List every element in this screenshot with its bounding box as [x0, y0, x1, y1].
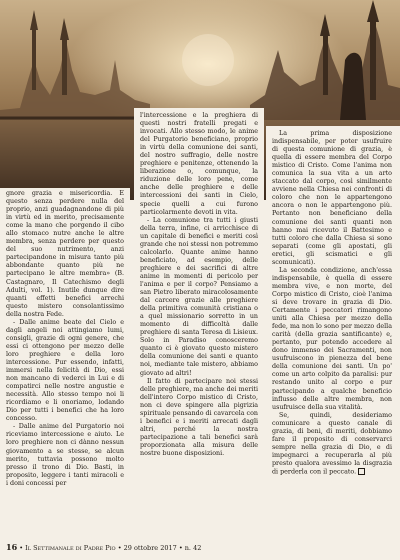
paragraph: - La comunione tra tutti i giusti della terra, infine, ci arricchisce di un capitale di benefici e meriti così grande che noi stessi non potremmo calcolarlo. Quante anime hanno beneficiato, ad esempio, delle preghiere e dei sacrifici di altre anime in momenti di pericolo per l'anima e per il corpo? Pensiamo a san Pietro liberato miracolosamente dal carcere grazie alle preghiere della primitiva comunità cristiana o a quel missionario sorretto in un momento di difficoltà dalle preghiere di santa Teresa di Lisieux. Solo in Paradiso conosceremo quanto ci è giovato questo mistero della comunione dei santi e quanto noi, mediante tale mistero, abbiamo giovato ad altri!: [140, 216, 258, 377]
end-of-article-mark: [358, 468, 365, 475]
paragraph: [272, 412, 392, 477]
article-column-3: [272, 130, 392, 525]
issue-number: n. 42: [184, 544, 202, 552]
paragraph-text: Se, quindi, desideriamo comunicare a questo canale di grazia, di beni, di meriti, dobbiamo fare il proposito di conservarci sempre nella grazia di Dio, e di impegnarci a recuperarla al più presto qualora avessimo la disgrazia di perderla con il peccato.: [272, 411, 392, 476]
paragraph: gnore grazia e misericordia. E questo senza perdere nulla del proprio, anzi guadagnandone di più in virtù ed in merito, precisamente come la mano che porgendo il cibo allo stomaco nutre anche le altre membra, senza perdere per questo del suo nutrimento, anzi partecipandone in misura tanto più abbondante quanto più ne partecipano le altre membra» (B. Castagnaro, Il Catechismo degli Adulti, vol. 1). Inutile dunque dire quanti effetti benefici arrechi questo mistero consolantissimo della nostra Fede.: [6, 190, 124, 318]
article-column-2: [140, 112, 258, 525]
magazine-title: Il Settimanale di Padre Pio: [25, 544, 116, 552]
paragraph: - Dalle anime del Purgatorio noi riceviamo intercessione e aiuto. Le loro preghiere non ci dànno nessun giovamento a se stesse, se alcun merito, tuttavia possono molto presso il trono di Dio. Basti, in proposito, leggere i tanti miracoli e i doni concessi per: [6, 423, 124, 487]
page-number: 16: [6, 542, 18, 552]
paragraph: l'intercessione e la preghiera di questi nostri fratelli pregati e invocati. Allo stesso modo, le anime del Purgatorio beneficiano, proprio in virtù della comunione dei santi, del nostro suffragio, delle nostre preghiere e penitenze, ottenendo la liberazione o, comunque, la riduzione delle loro pene, come anche delle preghiere e delle intercessioni dei santi in Cielo, specie quelli a cui furono particolarmente devoti in vita.: [140, 112, 258, 216]
paragraph: La prima disposizione indispensabile, per poter usufruire di questa comunione di grazia, è quella di essere membra del Corpo mistico di Cristo. Come l'anima non comunica la sua vita a un arto staccato dal corpo, così similmente avviene nella Chiesa nei confronti di coloro che non le appartengono ancora o non le appartengono più. Pertanto non beneficiano della comunione dei santi quanti non hanno mai ricevuto il Battesimo e tutti coloro che dalla Chiesa si sono separati (come gli apostati, gli eretici, gli scismatici e gli scomunicati).: [272, 130, 392, 266]
paragraph: - Dalle anime beate del Cielo e dagli angeli noi attingiamo lumi, consigli, grazie di ogni genere, che essi ci ottengono per mezzo delle loro preghiere e della loro intercessione. Pur essendo, infatti, immersi nella felicità di Dio, essi non mancano di vederci in Lui e di compatirci nelle nostre angustie e necessità. Allo stesso tempo noi li ricordiamo e li onoriamo, lodando Dio per tutti i benefici che ha loro concesso.: [6, 318, 124, 423]
page-footer: 16 • Il Settimanale di Padre Pio • 29 ottobre 2017 • n. 42: [6, 542, 202, 552]
paragraph: Il fatto di partecipare noi stessi delle preghiere, ma anche dei meriti dell'intero Corpo mistico di Cristo, non ci deve spingere alla pigrizia spirituale pensando di cavarcela con i benefici e i meriti arrecati dagli altri, perché la nostra partecipazione a tali benefici sarà proporzionata alla misura delle nostre buone disposizioni.: [140, 377, 258, 457]
paragraph: La seconda condizione, anch'essa indispensabile, è quella di essere membra vive, e non morte, del Corpo mistico di Cristo, cioè l'anima si deve trovare in grazia di Dio. Certamente i peccatori rimangono uniti alla Chiesa per mezzo della fede, ma non lo sono per mezzo della carità (della grazia santificante) e, pertanto, pur potendo accedere al dono immenso dei Sacramenti, non usufruiscono in pienezza del bene della comunione dei santi. Un po' come un arto colpito da paralisi: pur restando unito al corpo e pur partecipando a qualche beneficio influsso delle altre membra, non usufruisce della sua vitalità.: [272, 266, 392, 411]
issue-date: 29 ottobre 2017: [123, 544, 177, 552]
article-column-1: [6, 190, 124, 525]
